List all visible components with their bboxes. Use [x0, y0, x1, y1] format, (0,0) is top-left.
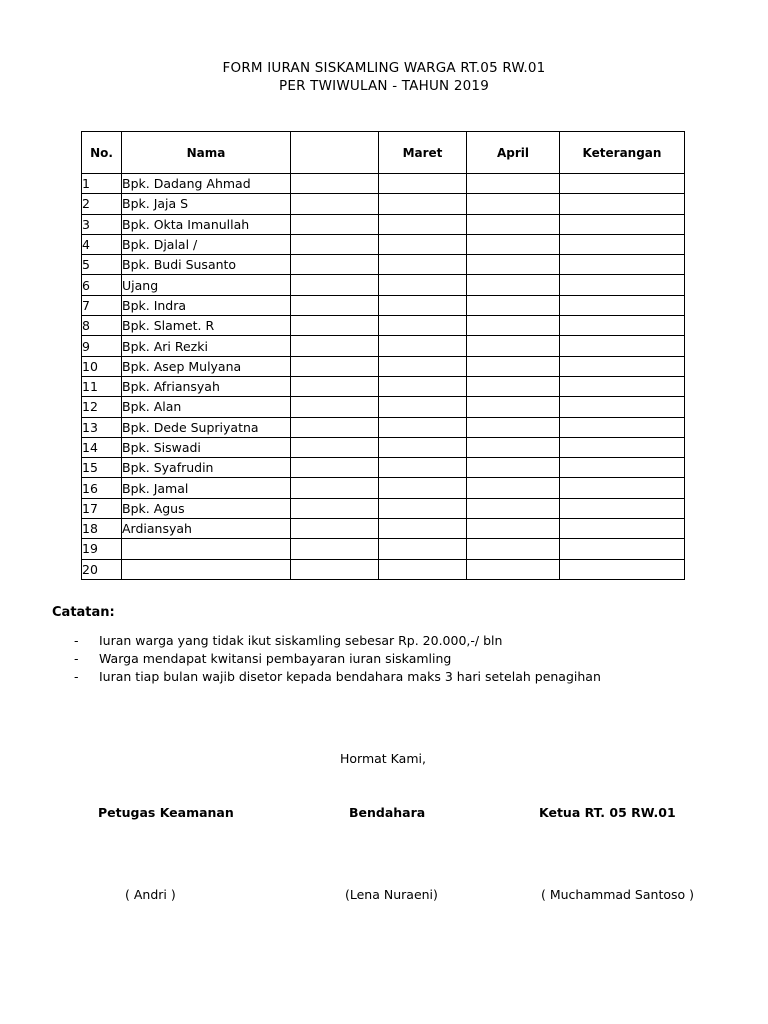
note-text: Iuran tiap bulan wajib disetor kepada bendahara maks 3 hari setelah penagihan: [99, 669, 601, 684]
cell-keterangan: [560, 234, 685, 254]
cell-maret: [379, 519, 467, 539]
cell-keterangan: [560, 376, 685, 396]
table-row: [82, 234, 685, 254]
cell-keterangan: [560, 255, 685, 275]
cell-nama: [122, 559, 291, 579]
table-header-row: [82, 132, 685, 174]
cell-april: [467, 458, 560, 478]
cell-nama: Bpk. Okta Imanullah: [122, 214, 291, 234]
cell-maret: [379, 275, 467, 295]
cell-maret: [379, 458, 467, 478]
cell-no: 19: [82, 539, 122, 559]
note-text: Iuran warga yang tidak ikut siskamling sebesar Rp. 20.000,-/ bln: [99, 633, 503, 648]
cell-nama: [122, 539, 291, 559]
cell-keterangan: [560, 336, 685, 356]
cell-nama: Ardiansyah: [122, 519, 291, 539]
cell-nama: Bpk. Dede Supriyatna: [122, 417, 291, 437]
cell-april: [467, 397, 560, 417]
table-row: [82, 559, 685, 579]
cell-no: 20: [82, 559, 122, 579]
cell-month-1: [291, 356, 379, 376]
cell-maret: [379, 214, 467, 234]
column-header-month-1: [291, 132, 379, 174]
cell-no: 16: [82, 478, 122, 498]
cell-keterangan: [560, 539, 685, 559]
cell-no: 8: [82, 316, 122, 336]
cell-keterangan: [560, 559, 685, 579]
cell-no: 5: [82, 255, 122, 275]
cell-april: [467, 194, 560, 214]
cell-keterangan: [560, 519, 685, 539]
cell-no: 4: [82, 234, 122, 254]
cell-month-1: [291, 478, 379, 498]
cell-keterangan: [560, 174, 685, 194]
column-header-maret: Maret: [379, 132, 467, 174]
table-row: [82, 478, 685, 498]
cell-maret: [379, 498, 467, 518]
cell-keterangan: [560, 397, 685, 417]
cell-maret: [379, 316, 467, 336]
cell-no: 10: [82, 356, 122, 376]
cell-month-1: [291, 194, 379, 214]
cell-month-1: [291, 295, 379, 315]
cell-april: [467, 356, 560, 376]
cell-april: [467, 316, 560, 336]
cell-maret: [379, 356, 467, 376]
cell-maret: [379, 295, 467, 315]
table-row: [82, 539, 685, 559]
bullet-dash: -: [74, 633, 79, 648]
cell-nama: Bpk. Afriansyah: [122, 376, 291, 396]
cell-maret: [379, 397, 467, 417]
notes-heading: Catatan:: [52, 605, 115, 620]
table-row: [82, 295, 685, 315]
table-row: [82, 214, 685, 234]
cell-no: 15: [82, 458, 122, 478]
cell-keterangan: [560, 478, 685, 498]
cell-nama: Bpk. Jamal: [122, 478, 291, 498]
cell-april: [467, 498, 560, 518]
cell-no: 17: [82, 498, 122, 518]
list-item: [74, 668, 601, 686]
cell-keterangan: [560, 275, 685, 295]
cell-month-1: [291, 417, 379, 437]
table-row: [82, 376, 685, 396]
cell-no: 1: [82, 174, 122, 194]
cell-maret: [379, 437, 467, 457]
cell-maret: [379, 559, 467, 579]
cell-april: [467, 519, 560, 539]
cell-nama: Bpk. Indra: [122, 295, 291, 315]
table-row: [82, 255, 685, 275]
cell-nama: Bpk. Ari Rezki: [122, 336, 291, 356]
cell-maret: [379, 417, 467, 437]
bullet-dash: -: [74, 651, 79, 666]
form-subtitle: PER TWIWULAN - TAHUN 2019: [279, 78, 489, 94]
signatory-name-security: ( Andri ): [125, 887, 176, 902]
table-row: [82, 356, 685, 376]
cell-april: [467, 437, 560, 457]
cell-keterangan: [560, 295, 685, 315]
table-row: [82, 194, 685, 214]
cell-month-1: [291, 275, 379, 295]
cell-keterangan: [560, 437, 685, 457]
cell-keterangan: [560, 498, 685, 518]
column-header-no: No.: [82, 132, 122, 174]
list-item: [74, 632, 601, 650]
cell-keterangan: [560, 214, 685, 234]
column-header-april: April: [467, 132, 560, 174]
cell-month-1: [291, 255, 379, 275]
table-row: [82, 275, 685, 295]
cell-april: [467, 214, 560, 234]
cell-no: 7: [82, 295, 122, 315]
cell-april: [467, 174, 560, 194]
cell-month-1: [291, 316, 379, 336]
table-row: [82, 519, 685, 539]
cell-no: 11: [82, 376, 122, 396]
cell-keterangan: [560, 458, 685, 478]
cell-maret: [379, 194, 467, 214]
cell-keterangan: [560, 356, 685, 376]
cell-nama: Bpk. Budi Susanto: [122, 255, 291, 275]
table-row: [82, 397, 685, 417]
cell-nama: Bpk. Alan: [122, 397, 291, 417]
cell-month-1: [291, 498, 379, 518]
cell-month-1: [291, 437, 379, 457]
cell-nama: Bpk. Asep Mulyana: [122, 356, 291, 376]
cell-maret: [379, 376, 467, 396]
cell-month-1: [291, 519, 379, 539]
bullet-dash: -: [74, 669, 79, 684]
cell-april: [467, 559, 560, 579]
cell-nama: Bpk. Siswadi: [122, 437, 291, 457]
cell-nama: Bpk. Dadang Ahmad: [122, 174, 291, 194]
cell-april: [467, 234, 560, 254]
cell-no: 3: [82, 214, 122, 234]
cell-month-1: [291, 458, 379, 478]
cell-keterangan: [560, 316, 685, 336]
signatory-role-security: Petugas Keamanan: [98, 805, 234, 820]
table-row: [82, 458, 685, 478]
list-item: [74, 650, 601, 668]
cell-month-1: [291, 376, 379, 396]
table-row: [82, 316, 685, 336]
column-header-nama: Nama: [122, 132, 291, 174]
table-row: [82, 498, 685, 518]
cell-nama: Bpk. Jaja S: [122, 194, 291, 214]
cell-no: 6: [82, 275, 122, 295]
cell-nama: Bpk. Djalal /: [122, 234, 291, 254]
cell-month-1: [291, 214, 379, 234]
cell-no: 14: [82, 437, 122, 457]
cell-april: [467, 275, 560, 295]
table-row: [82, 437, 685, 457]
cell-maret: [379, 539, 467, 559]
cell-nama: Bpk. Syafrudin: [122, 458, 291, 478]
signatory-name-treasurer: (Lena Nuraeni): [345, 887, 438, 902]
table-body: [82, 174, 685, 580]
cell-keterangan: [560, 194, 685, 214]
form-title: FORM IURAN SISKAMLING WARGA RT.05 RW.01: [222, 60, 546, 76]
cell-keterangan: [560, 417, 685, 437]
cell-april: [467, 539, 560, 559]
cell-month-1: [291, 234, 379, 254]
cell-maret: [379, 478, 467, 498]
column-header-keterangan: Keterangan: [560, 132, 685, 174]
cell-nama: Ujang: [122, 275, 291, 295]
table-row: [82, 417, 685, 437]
cell-month-1: [291, 539, 379, 559]
cell-month-1: [291, 397, 379, 417]
cell-april: [467, 478, 560, 498]
cell-month-1: [291, 174, 379, 194]
cell-maret: [379, 255, 467, 275]
cell-no: 13: [82, 417, 122, 437]
cell-april: [467, 376, 560, 396]
cell-april: [467, 336, 560, 356]
cell-month-1: [291, 336, 379, 356]
notes-list: [74, 632, 601, 686]
note-text: Warga mendapat kwitansi pembayaran iuran siskamling: [99, 651, 452, 666]
dues-table: [81, 131, 685, 580]
signatory-role-treasurer: Bendahara: [349, 805, 426, 820]
cell-no: 18: [82, 519, 122, 539]
signatory-role-chairman: Ketua RT. 05 RW.01: [539, 805, 676, 820]
cell-no: 2: [82, 194, 122, 214]
signatory-name-chairman: ( Muchammad Santoso ): [541, 887, 695, 902]
cell-april: [467, 295, 560, 315]
table-row: [82, 336, 685, 356]
cell-no: 12: [82, 397, 122, 417]
cell-no: 9: [82, 336, 122, 356]
cell-april: [467, 417, 560, 437]
cell-april: [467, 255, 560, 275]
cell-month-1: [291, 559, 379, 579]
closing-greeting: Hormat Kami,: [340, 751, 426, 766]
cell-maret: [379, 174, 467, 194]
cell-nama: Bpk. Agus: [122, 498, 291, 518]
cell-maret: [379, 234, 467, 254]
cell-maret: [379, 336, 467, 356]
cell-nama: Bpk. Slamet. R: [122, 316, 291, 336]
table-row: [82, 174, 685, 194]
